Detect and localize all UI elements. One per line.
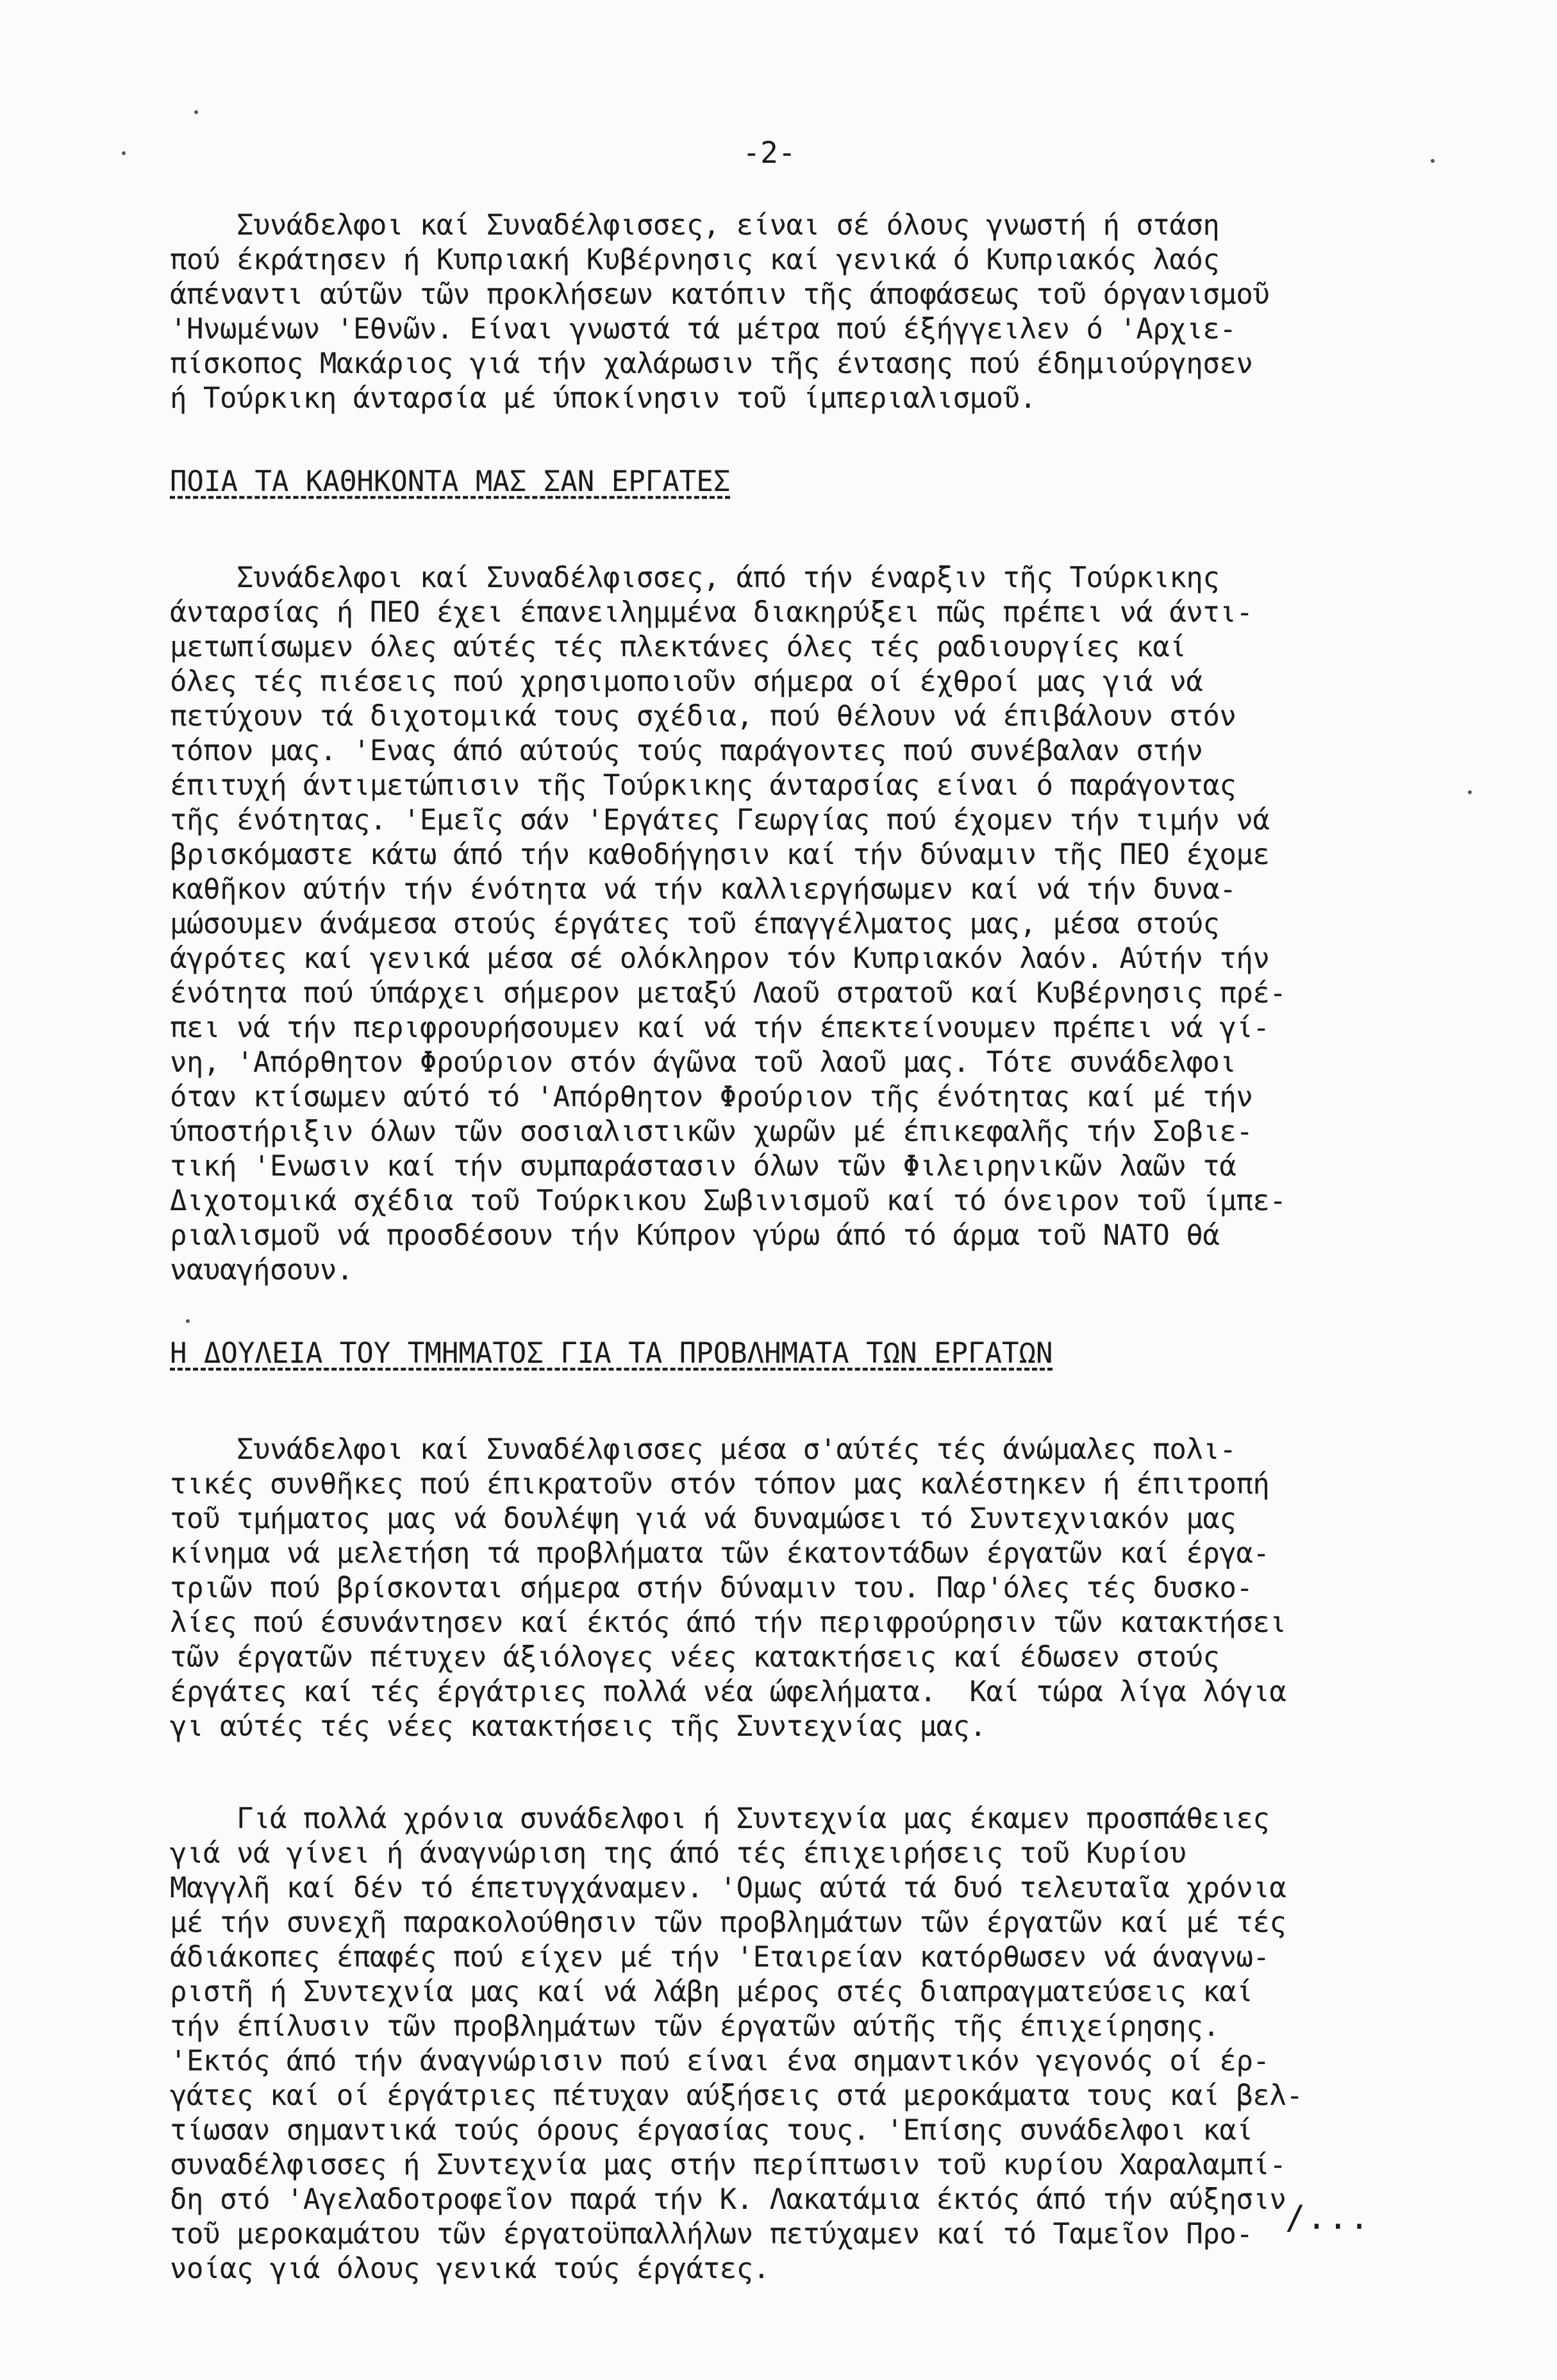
section-heading-work: Η ΔΟΥΛΕΙΑ ΤΟΥ ΤΜΗΜΑΤΟΣ ΓΙΑ ΤΑ ΠΡΟΒΛΗΜΑΤΑ ΤΩΝ ΕΡΓΑΤΩΝ	[170, 1337, 1053, 1370]
text-line: λίες πού έσυνάντησεν καί έκτός άπό τήν περιφρούρησιν τῶν κατακτήσει	[170, 1606, 1286, 1639]
text-line: συναδέλφισσες ή Συντεχνία μας στήν περίπτωσιν τοῦ κυρίου Χαραλαμπί-	[170, 2149, 1286, 2181]
text-line: τόπον μας. 'Ενας άπό αύτούς τούς παράγοντες πού συνέβαλαν στήν	[170, 735, 1203, 767]
text-line: άπέναντι αύτῶν τῶν προκλήσεων κατόπιν τῆς άποφάσεως τοῦ όργανισμοῦ	[170, 278, 1270, 311]
text-line: 'Εκτός άπό τήν άναγνώρισιν πού είναι ένα σημαντικόν γεγονός οί έρ-	[170, 2045, 1270, 2077]
text-line: νοίας γιά όλους γενικά τούς έργάτες.	[170, 2252, 770, 2285]
text-line: άνταρσίας ή ΠΕΟ έχει έπανειλημμένα διακηρύξει πῶς πρέπει νά άντι-	[170, 596, 1253, 629]
text-line: Μαγγλῆ καί δέν τό έπετυγχάναμεν. 'Ομως αύτά τά δυό τελευταῖα χρόνια	[170, 1872, 1286, 1904]
scan-speck	[194, 110, 198, 114]
text-line: τικές συνθῆκες πού έπικρατοῦν στόν τόπον μας καλέστηκεν ή έπιτροπή	[170, 1468, 1270, 1501]
scan-speck	[186, 1319, 190, 1323]
paragraph-intro	[170, 208, 1458, 416]
text-line: Διχοτομικά σχέδια τοῦ Τούρκικου Σωβινισμοῦ καί τό όνειρον τοῦ ίμπε-	[170, 1185, 1286, 1217]
text-line: άδιάκοπες έπαφές πού είχεν μέ τήν 'Εταιρείαν κατόρθωσεν νά άναγνω-	[170, 1941, 1270, 1974]
text-line: πίσκοπος Μακάριος γιά τήν χαλάρωσιν τῆς έντασης πού έδημιούργησεν	[170, 347, 1253, 380]
section-heading-duties: ΠΟΙΑ ΤΑ ΚΑΘΗΚΟΝΤΑ ΜΑΣ ΣΑΝ ΕΡΓΑΤΕΣ	[170, 465, 731, 498]
spacer	[170, 1744, 1458, 1802]
paragraph-duties	[170, 561, 1458, 1288]
text-line: τῶν έργατῶν πέτυχεν άξιόλογες νέες κατακτήσεις καί έδωσεν στούς	[170, 1641, 1220, 1674]
text-line: δη στό 'Αγελαδοτροφεῖον παρά τήν Κ. Λακατάμια έκτός άπό τήν αύξησιν	[170, 2183, 1286, 2216]
paragraph-recognition	[170, 1802, 1458, 2286]
text-line: Συνάδελφοι καί Συναδέλφισσες μέσα σ'αύτές τές άνώμαλες πολι-	[170, 1433, 1236, 1466]
text-line: τοῦ μεροκαμάτου τῶν έργατοϋπαλλήλων πετύχαμεν καί τό Ταμεῖον Προ-	[170, 2218, 1253, 2251]
text-line: ύποστήριξιν όλων τῶν σοσιαλιστικῶν χωρῶν μέ έπικεφαλῆς τήν Σοβιε-	[170, 1115, 1253, 1148]
text-line: τίωσαν σημαντικά τούς όρους έργασίας τους. 'Επίσης συνάδελφοι καί	[170, 2114, 1253, 2147]
scan-speck	[1468, 790, 1472, 794]
text-line: καθῆκον αύτήν τήν ένότητα νά τήν καλλιεργήσωμεν καί νά τήν δυνα-	[170, 873, 1236, 906]
text-line: μετωπίσωμεν όλες αύτές τές πλεκτάνες όλες τές ραδιουργίες καί	[170, 631, 1186, 663]
typed-text-body	[170, 135, 1458, 2286]
text-line: Συνάδελφοι καί Συναδέλφισσες, άπό τήν έναρξιν τῆς Τούρκικης	[170, 562, 1220, 594]
text-line: νη, 'Απόρθητον Φρούριον στόν άγῶνα τοῦ λαοῦ μας. Τότε συνάδελφοι	[170, 1046, 1236, 1079]
text-line: κίνημα νά μελετήση τά προβλήματα τῶν έκατοντάδων έργατῶν καί έργα-	[170, 1537, 1270, 1570]
text-line: Συνάδελφοι καί Συναδέλφισσες, είναι σέ όλους γνωστή ή στάση	[170, 209, 1220, 242]
text-line: μέ τήν συνεχῆ παρακολούθησιν τῶν προβλημάτων τῶν έργατῶν καί μέ τές	[170, 1906, 1286, 1939]
text-line: ριστῆ ή Συντεχνία μας καί νά λάβη μέρος στές διαπραγματεύσεις καί	[170, 1976, 1253, 2008]
scan-speck	[122, 151, 126, 155]
text-line: ριαλισμοῦ νά προσδέσουν τήν Κύπρον γύρω άπό τό άρμα τοῦ ΝΑΤΟ θά	[170, 1219, 1220, 1252]
text-line: βρισκόμαστε κάτω άπό τήν καθοδήγησιν καί τήν δύναμιν τῆς ΠΕΟ έχομε	[170, 838, 1270, 871]
text-line: γάτες καί οί έργάτριες πέτυχαν αύξήσεις στά μεροκάματα τους καί βελ-	[170, 2079, 1303, 2112]
text-line: πού έκράτησεν ή Κυπριακή Κυβέρνησις καί γενικά ό Κυπριακός λαός	[170, 244, 1220, 276]
text-line: άγρότες καί γενικά μέσα σέ ολόκληρον τόν Κυπριακόν λαόν. Αύτήν τήν	[170, 942, 1270, 975]
text-line: πει νά τήν περιφρουρήσουμεν καί νά τήν έπεκτείνουμεν πρέπει νά γί-	[170, 1011, 1270, 1044]
text-line: τῆς ένότητας. 'Εμεῖς σάν 'Εργάτες Γεωργίας πού έχομεν τήν τιμήν νά	[170, 804, 1270, 836]
text-line: όταν κτίσωμεν αύτό τό 'Απόρθητον Φρούριον τῆς ένότητας καί μέ τήν	[170, 1081, 1253, 1113]
text-line: έπιτυχή άντιμετώπισιν τῆς Τούρκικης άνταρσίας είναι ό παράγοντας	[170, 769, 1236, 802]
spacer	[170, 1288, 1458, 1336]
spacer	[170, 416, 1458, 465]
text-line: μώσουμεν άνάμεσα στούς έργάτες τοῦ έπαγγέλματος μας, μέσα στούς	[170, 908, 1220, 940]
text-line: έργάτες καί τές έργάτριες πολλά νέα ώφελήματα. Καί τώρα λίγα λόγια	[170, 1676, 1286, 1708]
text-line: 'Ηνωμένων 'Εθνῶν. Είναι γνωστά τά μέτρα πού έξήγγειλεν ό 'Αρχιε-	[170, 313, 1236, 345]
paragraph-work	[170, 1433, 1458, 1744]
text-line: όλες τές πιέσεις πού χρησιμοποιοῦν σήμερα οί έχθροί μας γιά νά	[170, 665, 1203, 698]
text-line: τήν έπίλυσιν τῶν προβλημάτων τῶν έργατῶν αύτῆς τῆς έπιχείρησης.	[170, 2010, 1220, 2043]
text-line: ένότητα πού ύπάρχει σήμερον μεταξύ Λαοῦ στρατοῦ καί Κυβέρνησις πρέ-	[170, 977, 1286, 1010]
text-line: πετύχουν τά διχοτομικά τους σχέδια, πού θέλουν νά έπιβάλουν στόν	[170, 700, 1236, 733]
scan-speck	[1431, 159, 1435, 163]
page-number: -2-	[742, 135, 796, 170]
text-line: γιά νά γίνει ή άναγνώριση της άπό τές έπιχειρήσεις τοῦ Κυρίου	[170, 1837, 1186, 1870]
text-line: τική 'Ενωσιν καί τήν συμπαράστασιν όλων τῶν Φιλειρηνικῶν λαῶν τά	[170, 1150, 1236, 1183]
continuation-mark: /...	[1285, 2199, 1371, 2237]
text-line: Γιά πολλά χρόνια συνάδελφοι ή Συντεχνία μας έκαμεν προσπάθειες	[170, 1802, 1270, 1835]
text-line: τοῦ τμήματος μας νά δουλέψη γιά νά δυναμώσει τό Συντεχνιακόν μας	[170, 1502, 1236, 1535]
spacer	[170, 499, 1458, 561]
text-line: ή Τούρκικη άνταρσία μέ ύποκίνησιν τοῦ ίμπεριαλισμοῦ.	[170, 382, 1037, 415]
text-line: ναυαγήσουν.	[170, 1254, 353, 1286]
text-line: τριῶν πού βρίσκονται σήμερα στήν δύναμιν του. Παρ'όλες τές δυσκο-	[170, 1572, 1253, 1604]
text-line: γι αύτές τές νέες κατακτήσεις τῆς Συντεχνίας μας.	[170, 1710, 987, 1743]
spacer	[170, 1371, 1458, 1433]
